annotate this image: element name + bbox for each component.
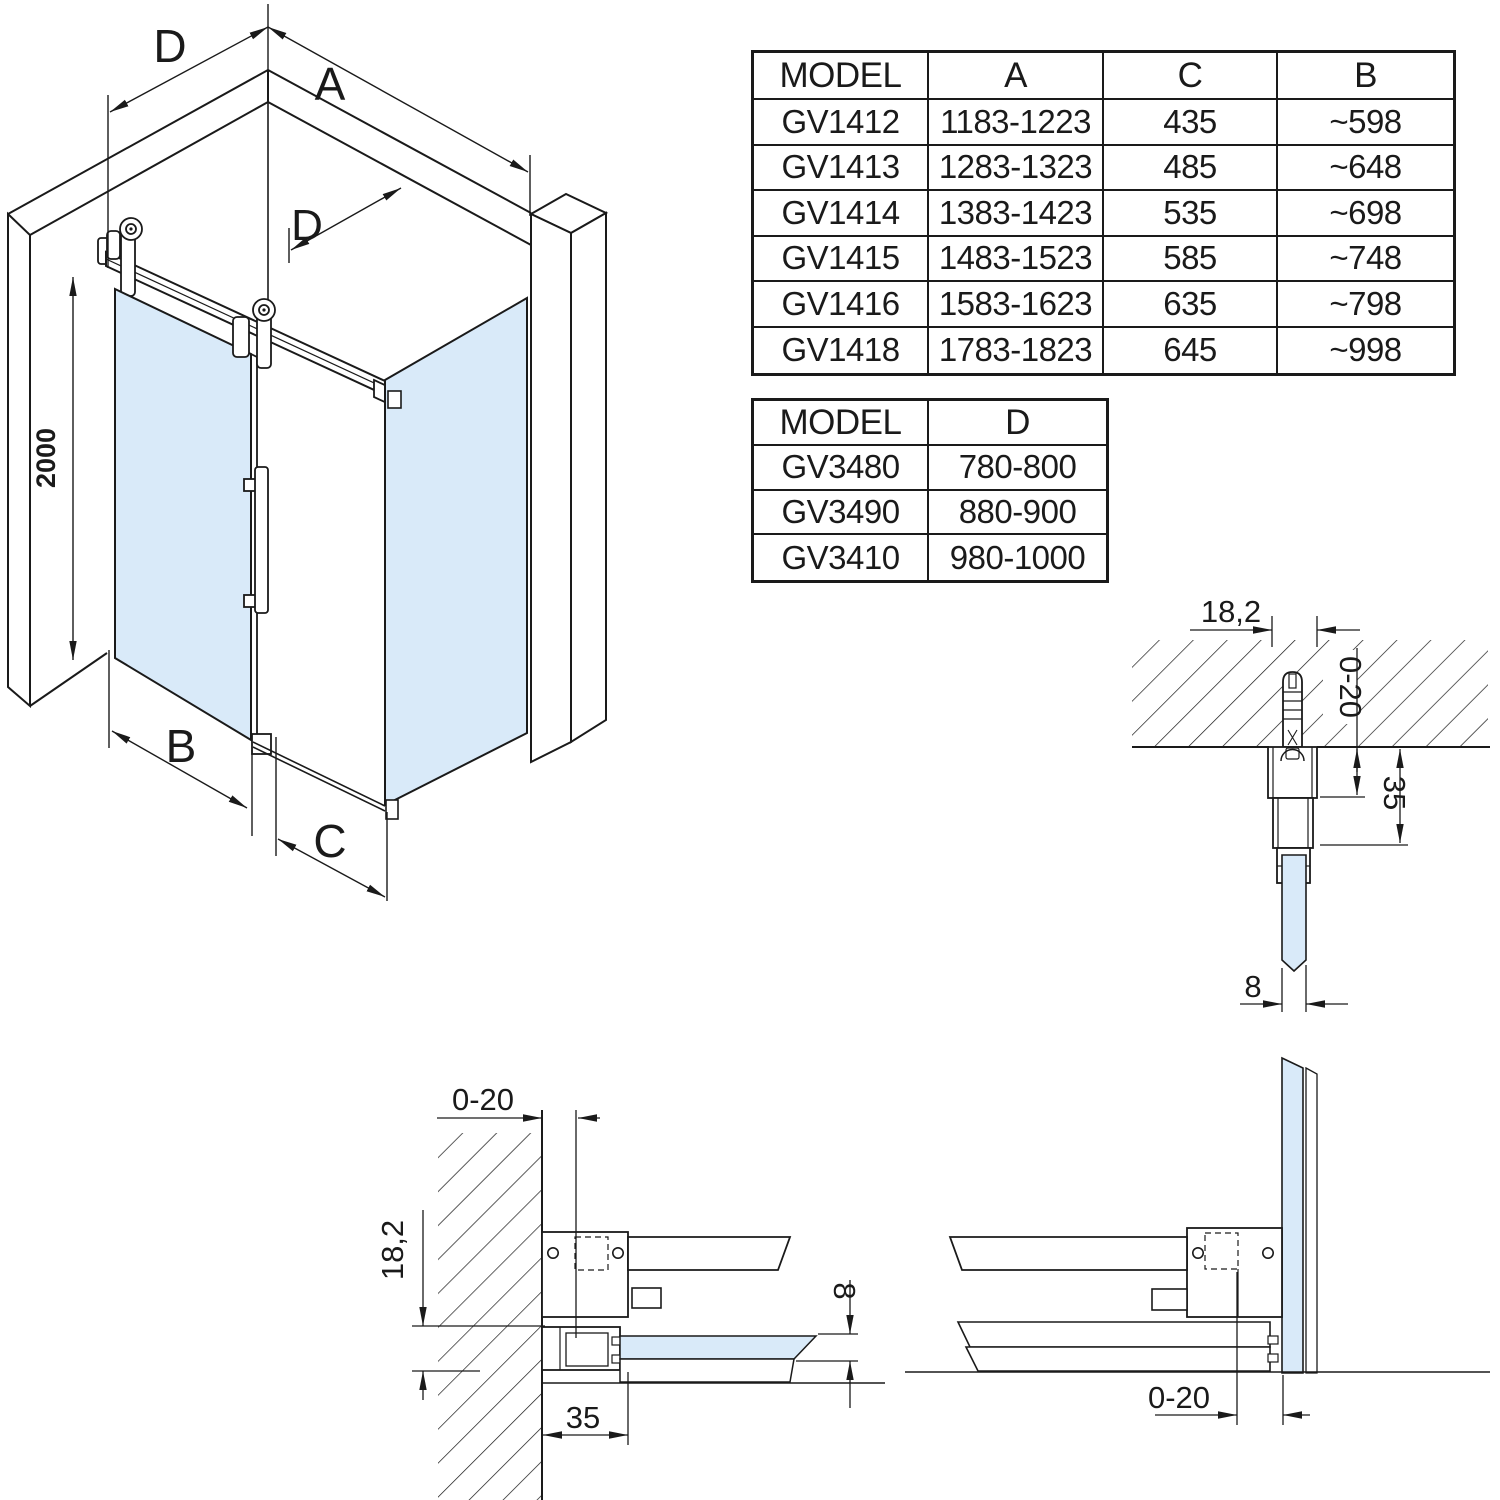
table-cell: GV3490 [754, 491, 929, 536]
dim-line-a [268, 27, 528, 172]
table-cell: GV1418 [754, 328, 929, 374]
table-header: MODEL [754, 53, 929, 100]
plan-detail-left [384, 1110, 885, 1500]
label-adjust-range-top: 0-20 [1333, 655, 1368, 719]
label-depth-side: D [291, 201, 323, 250]
label-depth-top: D [153, 20, 187, 72]
table-header: D [929, 401, 1106, 446]
sliding-door-glass [115, 289, 271, 754]
dim-line-d-top [110, 27, 268, 112]
right-wall-post [531, 194, 606, 762]
table-cell: 1383-1423 [929, 191, 1104, 237]
side-panel-glass-plan [1282, 1058, 1303, 1373]
label-adjust-range-right: 0-20 [1147, 1380, 1211, 1415]
table-header: C [1104, 53, 1278, 100]
panel-top-clamp [388, 391, 401, 408]
label-profile-depth-left: 18,2 [375, 1219, 410, 1281]
label-door-b: B [165, 720, 197, 772]
table-cell: 1183-1223 [929, 100, 1104, 146]
table-cell: ~698 [1278, 191, 1453, 237]
table-header: B [1278, 53, 1453, 100]
table-cell: GV1415 [754, 237, 929, 283]
table-cell: 585 [1104, 237, 1278, 283]
table-cell: 635 [1104, 282, 1278, 328]
glass-clamp-plan [542, 1327, 816, 1382]
wall-hatching-left [438, 1133, 542, 1500]
rail-bars-plan [958, 1322, 1278, 1371]
glass-clamp [1277, 848, 1310, 971]
roller-left [107, 218, 142, 296]
panel-bottom-clamp [386, 800, 398, 819]
table-cell: ~648 [1278, 146, 1453, 192]
table-header: MODEL [754, 401, 929, 446]
table-cell: 980-1000 [949, 538, 1086, 576]
wall-hatching [1132, 640, 1488, 747]
table-cell: ~748 [1278, 237, 1453, 283]
label-profile-height: 35 [1377, 775, 1412, 811]
table-header: A [929, 53, 1104, 100]
glass-pane-plan [620, 1336, 816, 1359]
depth-size-table [751, 398, 1109, 583]
wall-section-detail [1132, 616, 1490, 1012]
model-size-table [751, 50, 1456, 376]
table-cell: 880-900 [929, 491, 1106, 536]
label-glass-thickness-left: 8 [827, 1282, 862, 1300]
table-cell: GV1412 [754, 100, 929, 146]
panel-bracket-plan [950, 1228, 1282, 1317]
table-cell: GV3480 [754, 446, 929, 491]
table-cell: ~598 [1278, 100, 1453, 146]
table-cell: 1483-1523 [929, 237, 1104, 283]
table-cell: 1783-1823 [929, 328, 1104, 374]
label-glass-thickness-top: 8 [1244, 969, 1262, 1004]
table-cell: GV1413 [754, 146, 929, 192]
label-width-a: A [314, 58, 346, 110]
label-opening-c: C [313, 815, 347, 867]
isometric-enclosure-drawing [8, 70, 606, 819]
table-cell: 780-800 [929, 446, 1106, 491]
table-cell: GV1414 [754, 191, 929, 237]
wall-bracket-plan [542, 1232, 790, 1317]
table-cell: 645 [1104, 328, 1278, 374]
table-cell: ~798 [1278, 282, 1453, 328]
table-cell: 485 [1104, 146, 1278, 192]
table-cell: ~998 [1329, 331, 1402, 369]
label-profile-width-left: 35 [565, 1400, 601, 1435]
table-cell: 435 [1104, 100, 1278, 146]
label-height-2000: 2000 [31, 427, 61, 489]
table-cell: 1583-1623 [929, 282, 1104, 328]
glass-pane-section [1282, 855, 1306, 971]
label-adjust-range-left: 0-20 [451, 1082, 515, 1117]
plan-detail-right [905, 1058, 1490, 1425]
side-panel-glass [385, 298, 527, 819]
table-cell: 1283-1323 [929, 146, 1104, 192]
table-cell: GV1416 [754, 282, 929, 328]
table-cell: GV3410 [754, 535, 929, 580]
rail-housing-profile [1268, 747, 1317, 848]
label-profile-width: 18,2 [1200, 594, 1262, 629]
anchor-plug [1283, 672, 1302, 747]
table-cell: 535 [1104, 191, 1278, 237]
